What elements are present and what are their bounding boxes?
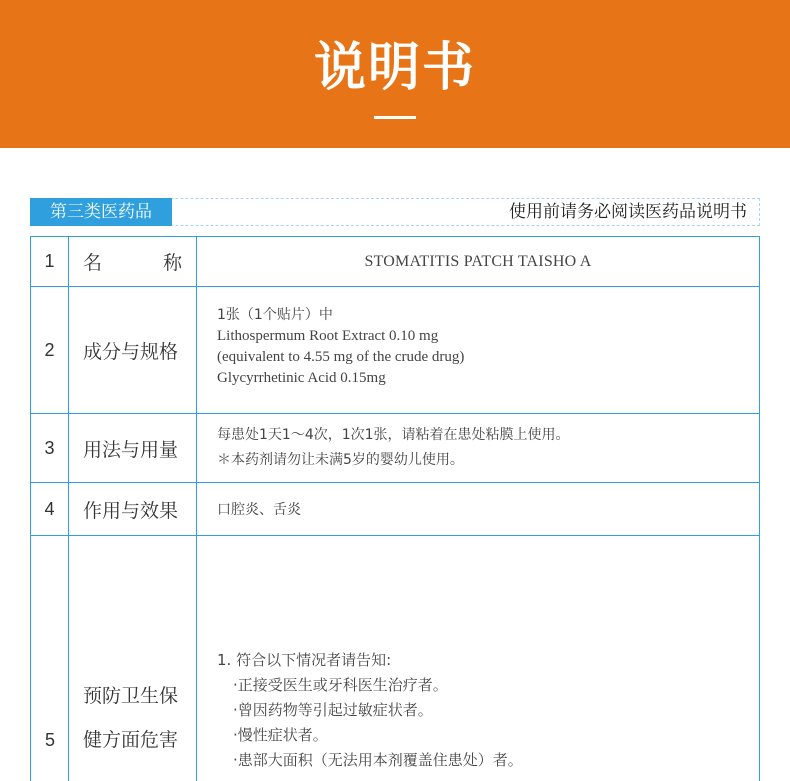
- row-label: [69, 536, 197, 781]
- label-name-char-1: 名: [83, 252, 103, 274]
- precautions-list: [217, 648, 523, 773]
- ingredient-line: (equivalent to 4.55 mg of the crude drug): [217, 349, 465, 365]
- table-row-precautions: [31, 536, 759, 781]
- row-number: 4: [31, 483, 69, 535]
- header-title: 说明书: [313, 38, 476, 98]
- row-number: 2: [31, 287, 69, 413]
- row-number: 3: [31, 414, 69, 482]
- product-name: STOMATITIS PATCH TAISHO A: [364, 252, 592, 270]
- dosage-line: ＊本药剂请勿让未满5岁的婴幼儿使用。: [217, 452, 464, 468]
- page-header: [0, 0, 790, 148]
- header-underline: [374, 116, 416, 119]
- list-item: ·正接受医生或牙科医生治疗者。: [233, 676, 448, 694]
- label-name-char-2: 称: [162, 252, 182, 274]
- list-item: ·患部大面积（无法用本剂覆盖住患处）者。: [233, 751, 523, 769]
- table-row-ingredients: [31, 287, 759, 414]
- row-value: [197, 483, 759, 535]
- row-label-line-2: 健方面危害: [83, 729, 179, 751]
- row-label-line-1: 预防卫生保: [83, 685, 179, 707]
- row-number-cell: [31, 536, 69, 781]
- precautions-heading: 1. 符合以下情况者请告知:: [217, 651, 392, 669]
- ingredient-line: Lithospermum Root Extract 0.10 mg: [217, 328, 439, 344]
- table-row-name: [31, 237, 759, 287]
- row-label: 作用与效果: [69, 483, 197, 535]
- row-label: [69, 237, 197, 286]
- row-value: [197, 414, 759, 482]
- row-label: 用法与用量: [69, 414, 197, 482]
- table-row-effects: [31, 483, 759, 536]
- category-tag: 第三类医药品: [30, 198, 172, 226]
- effects-text: 口腔炎、舌炎: [217, 502, 301, 518]
- row-value: [197, 536, 759, 781]
- table-row-dosage: [31, 414, 759, 483]
- ingredient-line: Glycyrrhetinic Acid 0.15mg: [217, 370, 386, 386]
- list-item: ·曾因药物等引起过敏症状者。: [233, 701, 433, 719]
- category-bar: [30, 198, 760, 226]
- row-value: [197, 237, 759, 286]
- row-number: 5: [44, 730, 55, 750]
- read-instructions-note: 使用前请务必阅读医药品说明书: [509, 202, 747, 222]
- list-item: ·慢性症状者。: [233, 726, 328, 744]
- ingredient-line: 1张（1个贴片）中: [217, 307, 333, 323]
- dosage-line: 每患处1天1～4次，1次1张，请粘着在患处粘膜上使用。: [217, 427, 570, 443]
- row-number: 1: [31, 237, 69, 286]
- row-label: 成分与规格: [69, 287, 197, 413]
- row-value: [197, 287, 759, 413]
- drug-info-table: [30, 236, 760, 781]
